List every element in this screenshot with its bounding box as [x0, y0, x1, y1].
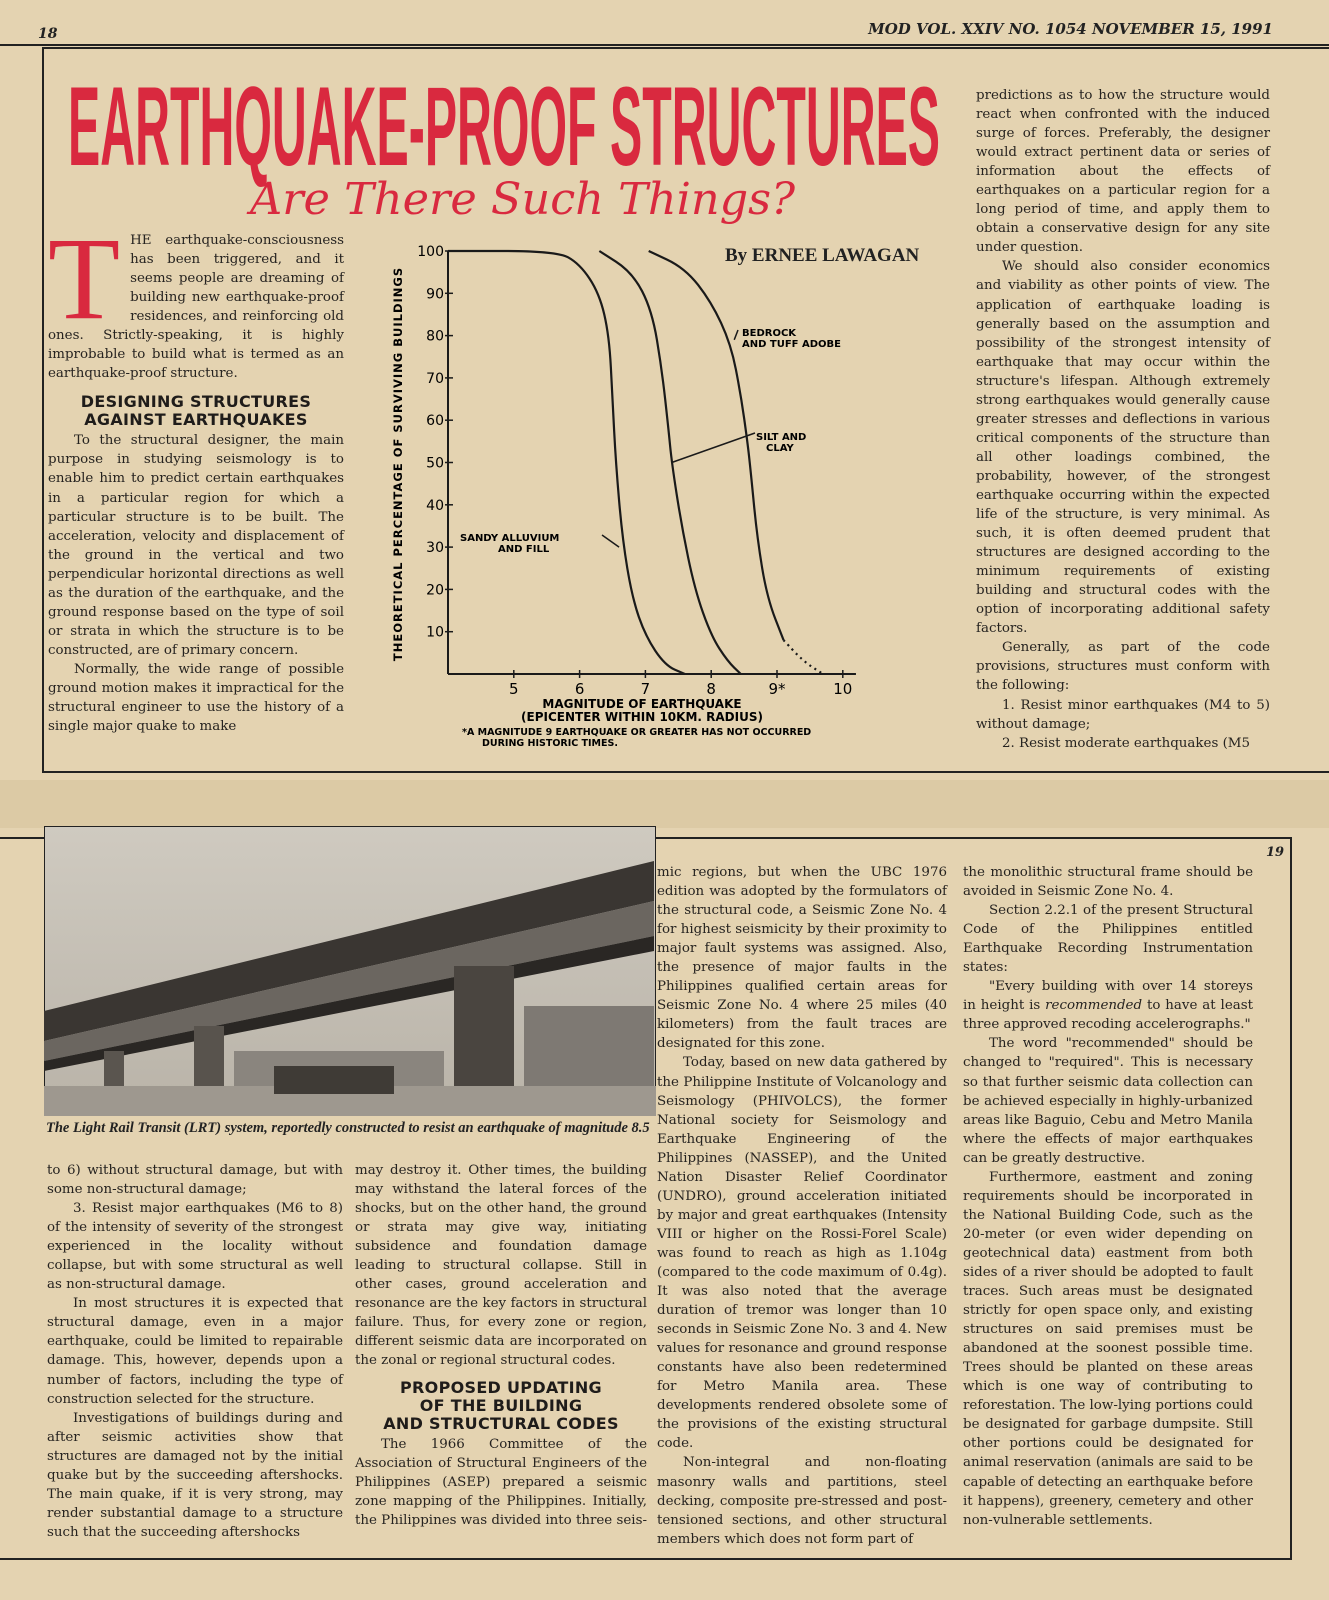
x-tick-label: 8 [706, 680, 716, 698]
quote-emphasis: recommended [1045, 998, 1143, 1014]
paragraph: Section 2.2.1 of the present Structural Code of the Philippines entitled Earthquake Recording Instrumentation states: [963, 903, 1253, 976]
column-b2 [355, 1161, 647, 1530]
paragraph: predictions as to how the structure would react when confronted with the induced surge of forces. Preferably, the designer would extract pertinent data or series of information about the effects of earthquakes on a particular region for a long period of time, and apply them to obtain a conservative design for any site under question. [976, 88, 1270, 256]
y-tick-label: 20 [426, 582, 444, 599]
paragraph: the monolithic structural frame should be avoided in Seismic Zone No. 4. [963, 865, 1253, 900]
series-label: AND FILL [498, 544, 550, 555]
column-b1 [47, 1161, 343, 1542]
paragraph: The word "recommended" should be changed to "required". This is necessary so that further seismic data collection can be achieved especially in highly-urbanized areas like Baguio, Cebu and Metro Manila where the effects of major earthquakes can be greatly destructive. [963, 1036, 1253, 1166]
drop-cap: T [48, 213, 121, 344]
y-tick-label: 30 [426, 540, 444, 557]
byline: By ERNEE LAWAGAN [725, 245, 920, 266]
y-tick-label: 10 [426, 624, 444, 641]
series-leader [672, 433, 755, 463]
series-silt-and-clay [599, 251, 740, 674]
quote-text: "Every building with over 14 storeys in height is [963, 979, 1253, 1014]
paragraph: The 1966 Committee of the Association of Structural Engineers of the Philippines (ASEP) prepared a seismic zone mapping of the Philippines. Initially, the Philippines was divided into three seis- [355, 1436, 647, 1528]
heading-line: AND STRUCTURAL CODES [383, 1413, 619, 1433]
series-label: SILT AND [756, 432, 807, 443]
paragraph: Normally, the wide range of possible ground motion makes it impractical for the structural engineer to use the history of a single major quake to make [48, 661, 344, 735]
y-tick-label: 80 [426, 328, 444, 345]
column-top-left [48, 213, 344, 736]
paragraph: Today, based on new data gathered by the Philippine Institute of Volcanology and Seismology (PHIVOLCS), the former National society for Seismology and Earthquake Engineering of the Philippines (NASSEP), and the United Nation Disaster Relief Coordinator (UNDRO), ground acceleration initiated by major and great earthquakes (Intensity VIII or higher on the Rossi-Forel Scale) was found to reach as high as 1.104g (compared to the code maximum of 0.4g). It was also noted that the average duration of tremor was longer than 10 seconds in Seismic Zone No. 3 and 4. New values for resonance and ground response constants have also been redetermined for Metro Manila area. These developments rendered obsolete some of the provisions of the existing structural code. [657, 1055, 947, 1452]
survival-chart [380, 230, 880, 770]
paragraph: Furthermore, eastment and zoning requirements should be incorporated in the National Building Code, such as the 20-meter (or even wider depending on geotechnical data) eastment from both sides of a river should be adopted to fault traces. Such areas must be designated strictly for open space only, and existing structures on said premises must be abandoned at the soonest possible time. Trees should be planted on these areas which is one way of contributing to reforestation. The low-lying portions could be designated for garbage dumpsite. Still other portions could be designated for animal reservation (animals are said to be capable of detecting an earthquake before it happens), greenery, cemetery and other non-vulnerable settlements. [963, 1169, 1253, 1528]
y-tick-label: 40 [426, 497, 444, 514]
section-heading-proposed [355, 1379, 647, 1433]
box2-bottom-border [0, 1558, 1292, 1560]
series-bedrock-and-tuff-adobe [649, 251, 784, 640]
series-label: BEDROCK [742, 328, 797, 339]
paragraph: may destroy it. Other times, the building may withstand the lateral forces of the shocks, but on the other hand, the ground or strata may give way, initiating subsidence and foundation damage leading to structural collapse. Still in other cases, ground acceleration and resonance are the key factors in structural failure. Thus, for every zone or region, different seismic data are incorporated on the zonal or regional structural codes. [355, 1163, 647, 1369]
page-fold [0, 780, 1329, 828]
list-item: 1. Resist minor earthquakes (M4 to 5) without damage; [976, 697, 1270, 732]
y-axis-label: THEORETICAL PERCENTAGE OF SURVIVING BUILDINGS [391, 266, 405, 662]
y-tick-label: 60 [426, 413, 444, 430]
y-tick-label: 90 [426, 286, 444, 303]
series-sandy-alluvium-and-fill [448, 251, 685, 674]
section-heading-designing [48, 387, 344, 429]
column-b4 [963, 863, 1253, 1530]
page-number-right: 19 [1266, 845, 1285, 860]
series-leader [734, 330, 738, 340]
intro-paragraph: HE earthquake-consciousness has been triggered, and it seems people are dreaming of building new earthquake-proof residences, and reinforcing old ones. Strictly-speaking, it is highly improbable to build what is termed as an earthquake-proof structure. [48, 233, 344, 382]
x-tick-label: 9* [768, 680, 786, 698]
paragraph: Investigations of buildings during and after seismic activities show that structures are damaged not by the initial quake but by the succeeding aftershocks. The main quake, if it is very strong, may render substantial damage to a structure such that the succeeding aftershocks [47, 1410, 343, 1540]
paragraph: 3. Resist major earthquakes (M6 to 8) of the intensity of severity of the strongest experienced in the locality without collapse, but with some structural as well as non-structural damage. [47, 1201, 343, 1293]
paragraph: to 6) without structural damage, but with some non-structural damage; [47, 1163, 343, 1198]
paragraph: mic regions, but when the UBC 1976 edition was adopted by the formulators of the structural code, a Seismic Zone No. 4 for highest seismicity by their proximity to major fault systems was assigned. Also, the presence of major faults in the Philippines qualified certain areas for Seismic Zone No. 4 where 25 miles (40 kilometers) from the fault traces are designated for this zone. [657, 865, 947, 1052]
heading-line: PROPOSED UPDATING [400, 1377, 602, 1397]
x-tick-label: 5 [509, 680, 519, 698]
subheadline: Are There Such Things? [250, 174, 795, 225]
chart-footnote: *A MAGNITUDE 9 EARTHQUAKE OR GREATER HAS NOT OCCURRED [462, 727, 812, 738]
y-tick-label: 70 [426, 370, 444, 387]
header-rule [0, 44, 1329, 46]
box-left-border [42, 47, 44, 773]
heading-line: AGAINST EARTHQUAKES [84, 410, 308, 430]
x-axis-label-2: (EPICENTER WITHIN 10KM. RADIUS) [521, 710, 763, 724]
column-b3 [657, 863, 947, 1549]
x-axis-label: MAGNITUDE OF EARTHQUAKE [542, 697, 742, 711]
x-tick-label: 10 [833, 680, 853, 698]
headline: EARTHQUAKE-PROOF STRUCTURES [68, 64, 940, 189]
y-tick-label: 50 [426, 455, 444, 472]
chart-footnote-2: DURING HISTORIC TIMES. [482, 738, 618, 749]
paragraph: We should also consider economics and viability as other points of view. The application of earthquake loading is generally based on the assumption and possibility of the strongest intensity of earthquake that may occur within the structure's lifespan. Although extremely strong earthquakes would generally cause greater stresses and deflections in various critical components of the structure than all other loadings combined, the probability, however, of the strongest earthquake occurring within the expected life of the structure, is very minimal. As such, it is often deemed prudent that structures are designed according to the minimum requirements of existing building and structural codes with the option of incorporating additional safety factors. [976, 259, 1270, 637]
column-top-right [976, 86, 1270, 753]
paragraph: Generally, as part of the code provisions, structures must conform with the following: [976, 640, 1270, 694]
page-number-left: 18 [38, 26, 58, 42]
x-tick-label: 6 [574, 680, 585, 698]
paragraph: In most structures it is expected that structural damage, even in a major earthquake, could be limited to repairable damage. This, however, depends upon a number of factors, including the type of construction selected for the structure. [47, 1296, 343, 1407]
paragraph: Non-integral and non-floating masonry walls and partitions, steel decking, composite pre-stressed and post-tensioned sections, and other structural members which does not form part of [657, 1455, 947, 1547]
quote-text: to have at least three approved recoding accelerographs." [963, 998, 1253, 1033]
y-tick-label: 100 [417, 244, 444, 260]
list-item: 2. Resist moderate earthquakes (M5 [1002, 735, 1251, 751]
series-label: AND TUFF ADOBE [742, 339, 841, 350]
lrt-photo [44, 826, 656, 1116]
heading-line: OF THE BUILDING [419, 1395, 583, 1415]
series-label: CLAY [766, 443, 794, 454]
box-top-border [42, 47, 1329, 49]
series-dotted-bedrock-and-tuff-adobe [784, 640, 823, 674]
paragraph: To the structural designer, the main purpose in studying seismology is to enable him to predict certain earthquakes in a particular region for which a particular structure is to be built. The acceleration, velocity and displacement of the ground in the vertical and two perpendicular horizontal directions as well as the duration of the earthquake, and the ground response based on the type of soil or strata in which the structure is to be constructed, are of primary concern. [48, 433, 344, 658]
series-leader [602, 535, 619, 547]
quote-paragraph [963, 977, 1253, 1034]
heading-line: DESIGNING STRUCTURES [80, 392, 312, 412]
box2-right-border [1290, 837, 1292, 1560]
issue-line: MOD VOL. XXIV NO. 1054 NOVEMBER 15, 1991 [868, 20, 1273, 38]
photo-caption: The Light Rail Transit (LRT) system, reportedly constructed to resist an earthquake of magnitude 8.5 [46, 1120, 650, 1136]
x-tick-label: 7 [640, 680, 651, 698]
box-bottom-border [42, 771, 1329, 773]
series-label: SANDY ALLUVIUM [460, 533, 560, 544]
